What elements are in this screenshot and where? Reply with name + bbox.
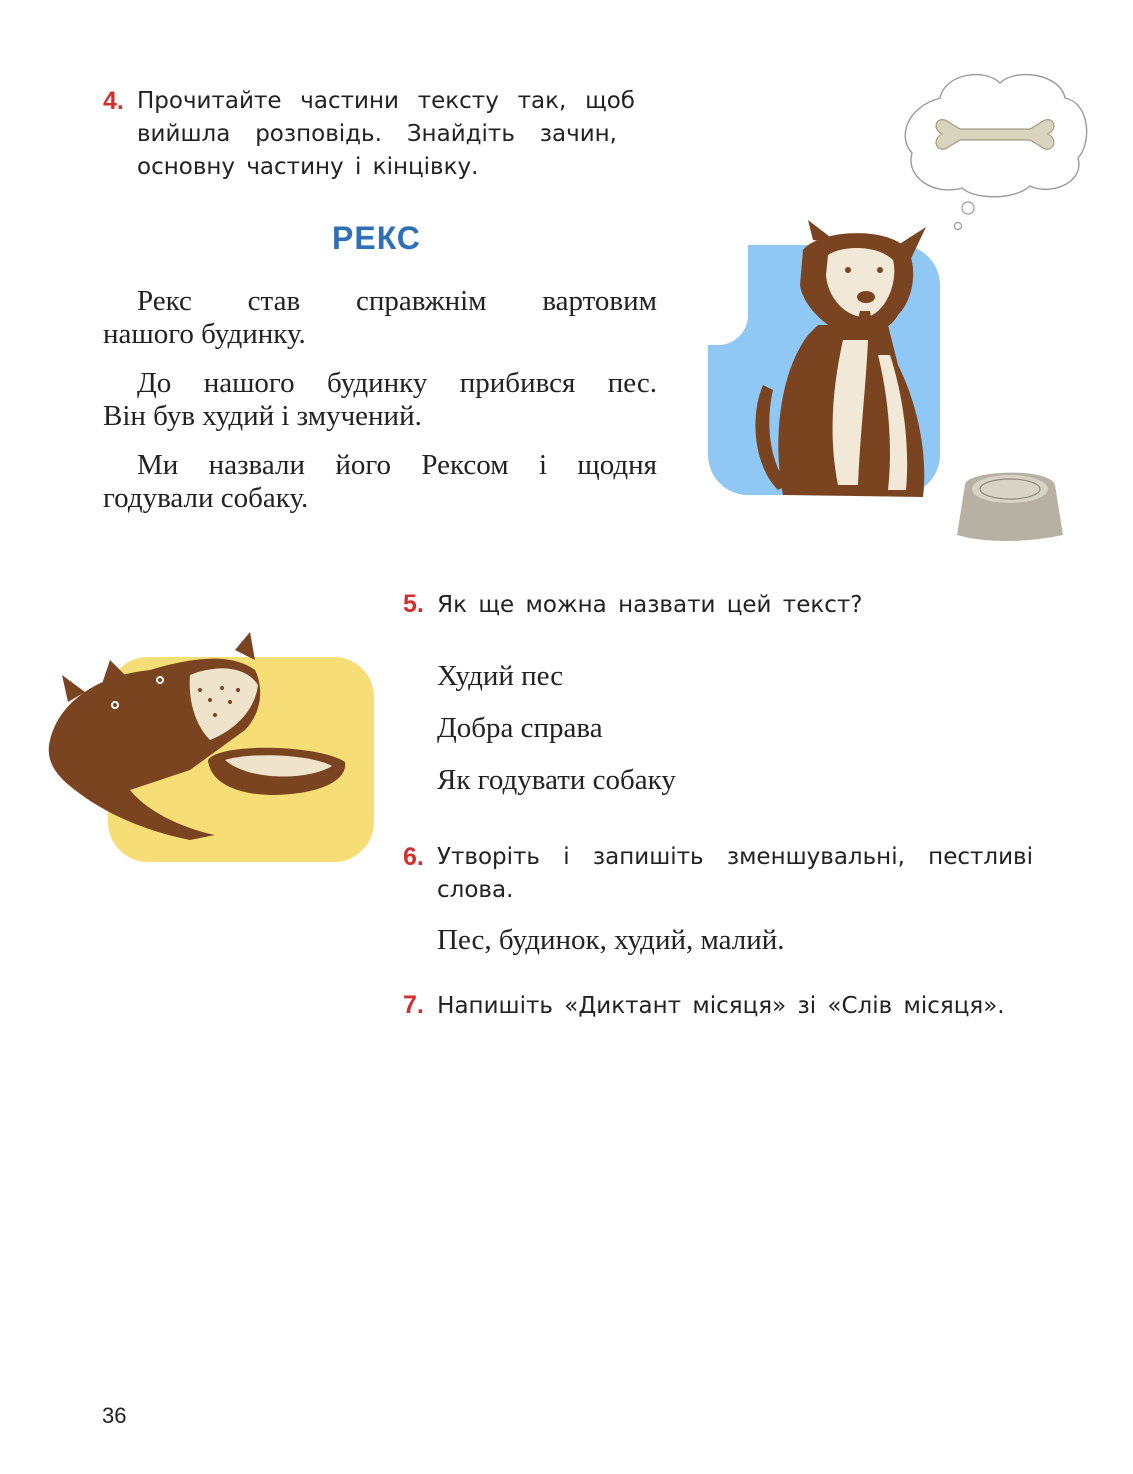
sitting-dog-illustration	[748, 215, 948, 505]
story-paragraph-2	[103, 367, 657, 433]
story-text	[103, 285, 657, 515]
task-6-line-2: слова.	[437, 877, 514, 903]
task-6	[403, 841, 1035, 907]
task-5-option-2: Добра справа	[437, 712, 603, 744]
task-7	[403, 989, 1063, 1023]
thought-bubble-bone-icon	[900, 68, 1095, 233]
dog-bowl-icon	[955, 465, 1065, 543]
task-7-number: 7.	[403, 991, 424, 1019]
task-4-number: 4.	[103, 87, 124, 115]
story-paragraph-1	[103, 285, 657, 351]
story-paragraph-line: Ми назвали його Рексом і щодня	[137, 449, 657, 481]
story-paragraph-line: Рекс став справжнім вартовим	[137, 285, 657, 317]
task-5-options	[437, 650, 676, 806]
task-6-line-1: Утворіть і запишіть зменшувальні, пестливі	[437, 844, 1033, 870]
task-5-option-3: Як годувати собаку	[437, 764, 676, 796]
story-paragraph-line: годували собаку.	[103, 482, 309, 514]
task-5	[403, 588, 1003, 622]
story-paragraph-line: До нашого будинку прибився пес.	[137, 367, 657, 399]
dog-head-eating-hotdog-illustration	[40, 630, 360, 845]
task-5-option-1: Худий пес	[437, 660, 564, 692]
task-4-line-3: основну частину і кінцівку.	[137, 154, 479, 180]
task-5-text: Як ще можна назвати цей текст?	[437, 592, 863, 618]
task-5-number: 5.	[403, 590, 424, 618]
task-6-words: Пес, будинок, худий, малий.	[437, 924, 785, 956]
story-paragraph-line: нашого будинку.	[103, 318, 306, 350]
task-6-number: 6.	[403, 843, 424, 871]
task-4	[103, 85, 643, 184]
page-number: 36	[102, 1403, 127, 1428]
task-4-line-2: вийшла розповідь. Знайдіть зачин,	[137, 121, 617, 147]
task-4-line-1: Прочитайте частини тексту так, щоб	[137, 88, 635, 114]
story-paragraph-3	[103, 449, 657, 515]
blue-panel-notch	[708, 245, 748, 345]
story-paragraph-line: Він був худий і змучений.	[103, 400, 422, 432]
story-title: РЕКС	[332, 220, 421, 256]
task-7-text: Напишіть «Диктант місяця» зі «Слів місяця».	[437, 993, 1005, 1019]
